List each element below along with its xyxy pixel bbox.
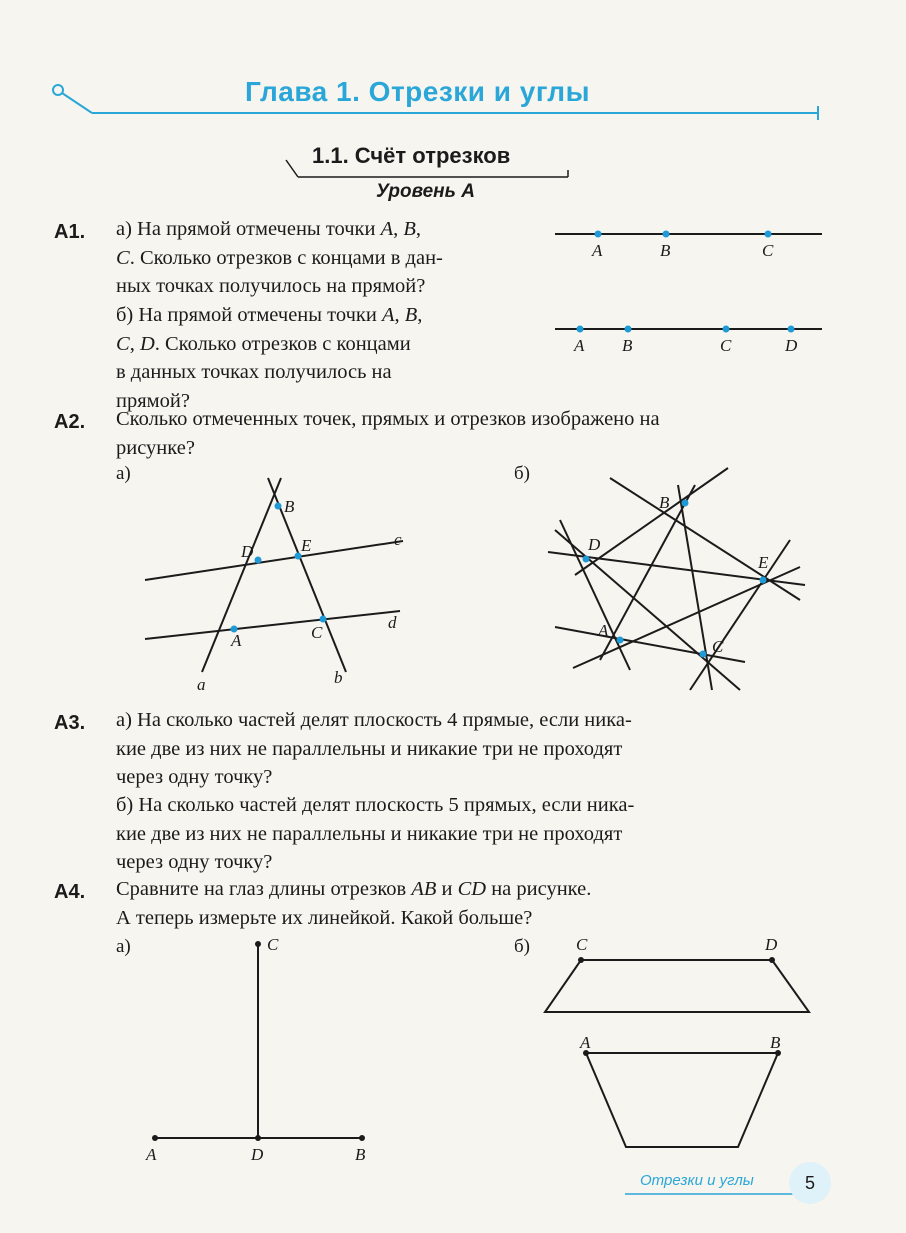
text-fragment: прямой?	[116, 389, 190, 412]
page-number: 5	[789, 1162, 831, 1204]
point-label: A	[598, 621, 609, 640]
line-label: b	[334, 668, 343, 687]
point-label: C	[311, 623, 323, 642]
figure-a4-b-label: б)	[514, 936, 530, 957]
figure-a4-a-label: а)	[116, 936, 131, 957]
text-fragment: ,	[393, 218, 404, 240]
text-fragment: ,	[394, 304, 405, 326]
text-fragment: А теперь измерьте их линейкой. Какой больше?	[116, 906, 533, 929]
line-label: d	[388, 613, 397, 632]
point-label: B	[622, 336, 633, 355]
problem-number-a4: А4.	[54, 881, 86, 903]
point-label: E	[301, 536, 312, 555]
point-marker	[578, 957, 584, 963]
point-name: C	[116, 332, 130, 355]
chapter-title: Глава 1. Отрезки и углы	[245, 76, 590, 107]
point-label: E	[758, 553, 769, 572]
point-label: B	[355, 1145, 366, 1164]
text-fragment: б) На сколько частей делят плоскость 5 прямых, если ника-	[116, 794, 635, 816]
text-fragment: . Сколько отрезков с концами	[154, 332, 411, 355]
figure-a2-a-label: а)	[116, 463, 131, 484]
point-label: C	[576, 935, 588, 954]
point-label: C	[712, 637, 724, 656]
point-name: C	[116, 246, 130, 269]
text-fragment: на рисунке.	[486, 878, 592, 900]
level-title: Уровень А	[376, 181, 475, 202]
point-label: C	[762, 241, 774, 260]
text-fragment: кие две из них не параллельны и никакие три не проходят	[116, 737, 623, 760]
point-label: B	[659, 493, 670, 512]
section-title: 1.1. Счёт отрезков	[312, 143, 511, 168]
point-marker	[769, 957, 775, 963]
text-fragment: Сравните на глаз длины отрезков	[116, 878, 412, 900]
point-label: A	[231, 631, 242, 650]
point-label: D	[251, 1145, 264, 1164]
text-fragment: б) На прямой отмечены точки	[116, 304, 382, 326]
point-name: B	[404, 304, 418, 326]
footer-decoration	[625, 1190, 805, 1200]
point-label: D	[588, 535, 601, 554]
point-name: D	[139, 332, 155, 355]
point-label: D	[765, 935, 778, 954]
point-label: C	[720, 336, 732, 355]
point-label: A	[146, 1145, 157, 1164]
segment-name: CD	[457, 878, 487, 900]
text-fragment: а) На прямой отмечены точки	[116, 218, 381, 240]
problem-number-a1: А1.	[54, 221, 86, 243]
figure-a2-b-label: б)	[514, 463, 530, 484]
text-fragment: ных точках получилось на прямой?	[116, 275, 426, 297]
point-label: D	[241, 542, 254, 561]
text-fragment: ,	[415, 218, 422, 240]
point-label: C	[267, 935, 279, 954]
point-label: D	[785, 336, 798, 355]
text-fragment: ,	[129, 332, 140, 355]
point-label: B	[770, 1033, 781, 1052]
segment-name: AB	[411, 878, 437, 900]
text-fragment: через одну точку?	[116, 766, 273, 788]
line-label: a	[197, 675, 206, 694]
problem-number-a2: А2.	[54, 411, 86, 433]
point-label: A	[592, 241, 603, 260]
point-label: B	[284, 497, 295, 516]
text-fragment: . Сколько отрезков с концами в дан-	[129, 246, 443, 269]
text-fragment: Сколько отмеченных точек, прямых и отрезков изображено на	[116, 408, 660, 430]
line-label: c	[394, 530, 402, 549]
text-fragment: а) На сколько частей делят плоскость 4 прямые, если ника-	[116, 709, 632, 731]
text-fragment: через одну точку?	[116, 851, 273, 873]
point-label: A	[574, 336, 585, 355]
text-fragment: в данных точках получилось на	[116, 361, 392, 383]
footer-title: Отрезки и углы	[640, 1172, 754, 1189]
point-name: B	[403, 218, 416, 240]
text-fragment: кие две из них не параллельны и никакие три не проходят	[116, 822, 623, 845]
problem-number-a3: А3.	[54, 712, 86, 734]
text-fragment: ,	[417, 304, 423, 326]
text-fragment: рисунке?	[116, 436, 195, 459]
point-name: A	[380, 218, 394, 240]
text-fragment: и	[436, 878, 458, 900]
point-name: A	[381, 304, 395, 326]
point-label: A	[580, 1033, 591, 1052]
point-label: B	[660, 241, 671, 260]
